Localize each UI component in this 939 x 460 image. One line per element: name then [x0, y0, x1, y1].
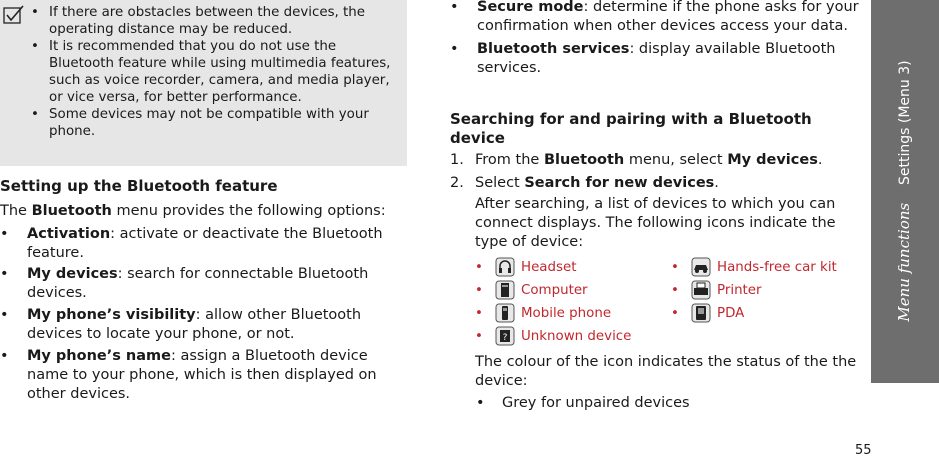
printer-icon [691, 280, 711, 300]
setup-intro: The Bluetooth menu provides the following options: [0, 203, 386, 219]
headset-icon [495, 257, 515, 277]
note-item: • If there are obstacles between the devices, the operating distance may be reduced. [31, 4, 401, 38]
device-icon-legend [475, 257, 875, 349]
option-item: • My phone’s visibility: allow other Bluetooth devices to locate your phone, or not. [0, 306, 400, 344]
options-list-continued [450, 0, 860, 78]
computer-icon [495, 280, 515, 300]
option-item: • My phone’s name: assign a Bluetooth device name to your phone, which is then displayed on other devices. [0, 347, 400, 404]
grey-status-item: • Grey for unpaired devices [476, 395, 690, 411]
search-result-text: After searching, a list of devices to which you can connect displays. The following icons indicate the type of device: [475, 196, 836, 250]
note-box [0, 0, 407, 166]
page-number: 55 [855, 443, 872, 458]
section-heading-setup: Setting up the Bluetooth feature [0, 177, 278, 195]
option-item: • Secure mode: determine if the phone asks for your confirmation when other devices access your data. [450, 0, 860, 36]
option-item: • Activation: activate or deactivate the Bluetooth feature. [0, 225, 400, 263]
note-list [31, 4, 401, 140]
note-item: • Some devices may not be compatible with your phone. [31, 106, 401, 140]
legend-item: • Mobile phone [475, 303, 611, 323]
option-item: • Bluetooth services: display available Bluetooth services. [450, 40, 860, 78]
options-list [0, 225, 400, 404]
colour-note: The colour of the icon indicates the status of the the device: [475, 354, 857, 389]
legend-item: • Computer [475, 280, 588, 300]
legend-item: • ? Unknown device [475, 326, 631, 346]
car-kit-icon [691, 257, 711, 277]
mobile-phone-icon [495, 303, 515, 323]
checkbox-note-icon [3, 5, 25, 25]
step-2: 2. Select Search for new devices. [450, 175, 719, 191]
legend-item: • Printer [671, 280, 762, 300]
note-item: • It is recommended that you do not use the Bluetooth feature while using multimedia features, such as voice recorder, camera, and media player, or vice versa, for better performance. [31, 38, 401, 106]
steps-list [450, 151, 860, 193]
legend-item: • Hands-free car kit [671, 257, 837, 277]
section-heading-pairing: Searching for and pairing with a Bluetooth device [450, 110, 812, 147]
pda-icon [691, 303, 711, 323]
option-item: • My devices: search for connectable Bluetooth devices. [0, 265, 400, 303]
unknown-device-icon [495, 326, 515, 346]
step-1: 1. From the Bluetooth menu, select My devices. [450, 152, 823, 168]
legend-item: • PDA [671, 303, 744, 323]
legend-item: • Headset [475, 257, 576, 277]
side-tab-label: Menu functions Settings (Menu 3) [895, 60, 913, 322]
svg-text:?: ? [502, 333, 508, 343]
